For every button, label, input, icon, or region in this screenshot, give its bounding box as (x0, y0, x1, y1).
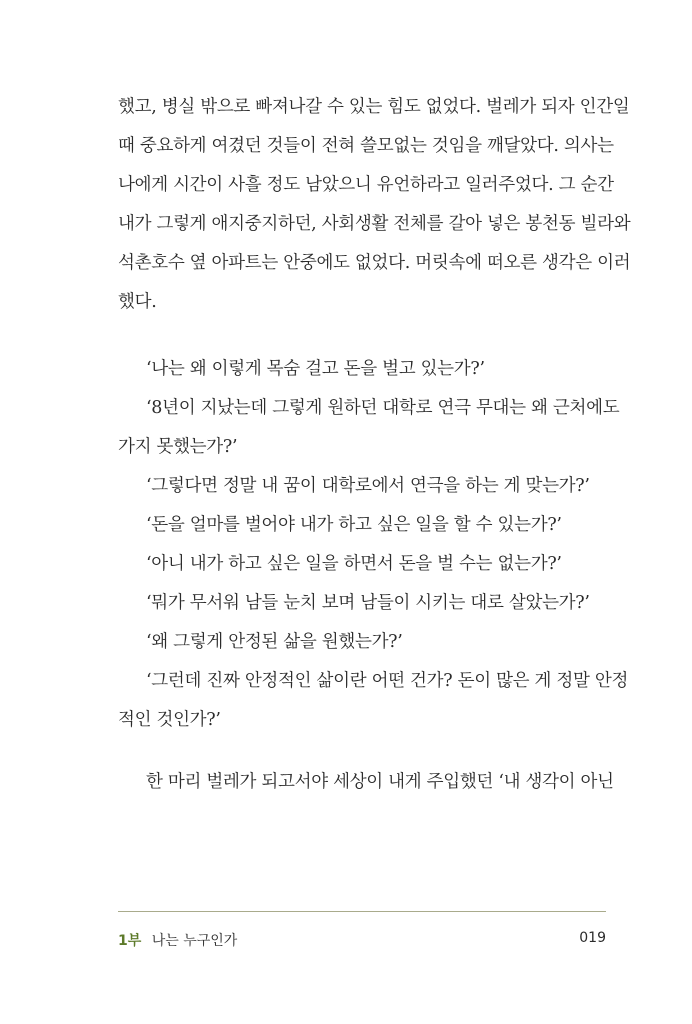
part-title: 나는 누구인가 (151, 933, 238, 949)
running-footer (118, 930, 237, 950)
footer-divider (118, 911, 606, 912)
part-number: 1부 (118, 933, 142, 949)
question-2-line-1: ‘8년이 지났는데 그렇게 원하던 대학로 연극 무대는 왜 근처에도 (146, 398, 620, 418)
text-line: 내가 그렇게 애지중지하던, 사회생활 전체를 갈아 넣은 봉천동 빌라와 (118, 214, 631, 234)
text-line: 했고, 병실 밖으로 빠져나갈 수 있는 힘도 없었다. 벌레가 되자 인간일 (118, 97, 630, 117)
text-line: 때 중요하게 여겼던 것들이 전혀 쓸모없는 것임을 깨달았다. 의사는 (118, 136, 614, 156)
question-4: ‘돈을 얼마를 벌어야 내가 하고 싶은 일을 할 수 있는가?’ (146, 515, 562, 535)
text-line: 했다. (118, 292, 157, 312)
body-paragraph-1 (118, 88, 631, 322)
question-3: ‘그렇다면 정말 내 꿈이 대학로에서 연극을 하는 게 맞는가?’ (146, 476, 590, 496)
question-8-line-2: 적인 것인가?’ (118, 710, 221, 730)
question-8-line-1: ‘그런데 진짜 안정적인 삶이란 어떤 건가? 돈이 많은 게 정말 안정 (146, 671, 629, 691)
question-1: ‘나는 왜 이렇게 목숨 걸고 돈을 벌고 있는가?’ (146, 359, 485, 379)
text-line: 한 마리 벌레가 되고서야 세상이 내게 주입했던 ‘내 생각이 아닌 (146, 772, 614, 792)
question-6: ‘뭐가 무서워 남들 눈치 보며 남들이 시키는 대로 살았는가?’ (146, 593, 590, 613)
question-2-line-2: 가지 못했는가?’ (118, 437, 238, 457)
question-5: ‘아니 내가 하고 싶은 일을 하면서 돈을 벌 수는 없는가?’ (146, 554, 562, 574)
text-line: 나에게 시간이 사흘 정도 남았으니 유언하라고 일러주었다. 그 순간 (118, 175, 614, 195)
question-7: ‘왜 그렇게 안정된 삶을 원했는가?’ (146, 632, 403, 652)
body-paragraph-2 (118, 763, 614, 802)
text-line: 석촌호수 옆 아파트는 안중에도 없었다. 머릿속에 떠오른 생각은 이러 (118, 253, 631, 273)
page-number: 019 (579, 930, 606, 946)
question-list (118, 350, 629, 740)
